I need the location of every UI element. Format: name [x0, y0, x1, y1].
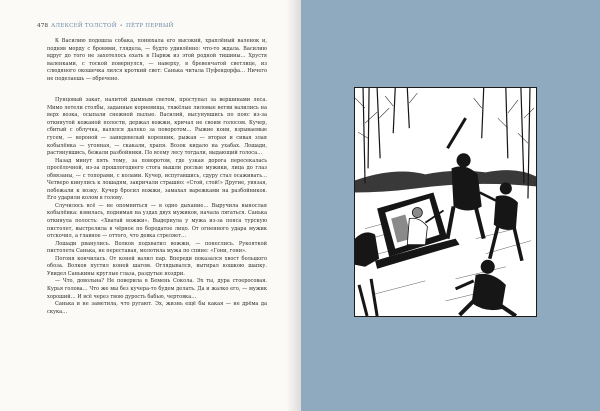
paragraph: Санька и не заметила, что ругают. Эх, жизнь ещё бы какая — не дрёма да скука…: [47, 301, 267, 315]
running-head: [51, 23, 174, 29]
running-head-separator: •: [119, 23, 123, 29]
paragraph: Пунцовый закат, налитой дымным светом, проступал за вершинами леса. Мимо летели столбы, заданные корневища, тяжёлые лиловые ветви валились на верх возка, осыпали снежной пылью. Василий, высунувшись по пояс из-за откинутой кожаной полости, держал вожжи, кричал не своим голосом. Кучер, сбитый с облучка, валялся далеко за поворотом… Рыжие кони, взрываемые гусем, — вороной — заиндевелый коренник, рыжая — вторая и сивая злая кобылёнка — угонная, — скакали, храпя. Возок кидало на ухабах. Лошади, растянувшись, бежали разбойники. По всему лесу тогдали, выдающий голоса…: [47, 97, 267, 157]
paragraph: Назад минут пять тому, за поворотом, где узкая дорога пересекалась просёлочной, из-за прошлогоднего стога вышли рослые мужики, лица до глаз обвязаны, — с топорами, с колами. Кучер, испугавшись, сдуру стал осаживать… Четверо кинулись к лошадям, закричали страшно: «Стой, стой!» Другие, увязая, побежали к возку. Кучер бросил вожжи, замахал варежками на разбойников. Его ударили колом в голову.: [47, 157, 267, 202]
paragraph: Случилось всё — не опомниться — в одно дыхание… Выручила вынослая кобылёнка: взвилась, поднимая на уздах двух мужиков, начала лягаться. Санька откинула полость: «Хватай вожжи». Выдернула у мужа из-за пояса турскую пистолет, выстрелила в чёрное по бородатое лицо. От огненного удара мужик отскочил, а главное — оттого, что девка стреляет…: [47, 202, 267, 240]
paragraph: К Василию подошла собака, понюхала его высокий, храплёный валенок и, подняв морду с бровями, глядела, — будто удивлённо: что-то ждала. Василию вдруг до того не захотелось ехать в Париж из этой родной тишины… Хрустя валенками, с тоской повернулся, — наверху, в бревенчатой светлице, из слюдяного окошечка лился кроткий свет: Санька читала Пуфендорфа… Ничего не поделаешь — обречено.: [47, 38, 267, 82]
running-head-title: ПЁТР ПЕРВЫЙ: [125, 23, 174, 29]
gutter-shadow: [286, 0, 301, 411]
paragraph: Лошади рванулись. Волков подхватил вожжи, — понеслись. Рукояткой пистолета Санька, не переставая, молотила мужа по спине: «Гони, гони».: [47, 240, 267, 255]
body-text: [47, 38, 267, 316]
illustration: [354, 87, 537, 317]
running-head-author: АЛЕКСЕЙ ТОЛСТОЙ: [51, 23, 117, 29]
page-number: 478: [37, 23, 49, 29]
paragraph: — Что, довольна? Не поверила в Бемень Сокола. Эх ты, дура стоеросовая. Курья голова… Что же мы без кучера-то будем делать. Да и жалко его, — мужик хороший… И всё через твою дурость бабью, чертовка…: [47, 278, 267, 300]
paragraph: Погоня кончилась. От коней валил пар. Впереди показался хвост большого обоза. Волков пустил коней шагом. Оглядывался, вытирал кошкою шапку. Увидел Санькины круглые глаза, раздутые ноздри.: [47, 255, 267, 277]
illustration-drawing: [355, 88, 536, 316]
